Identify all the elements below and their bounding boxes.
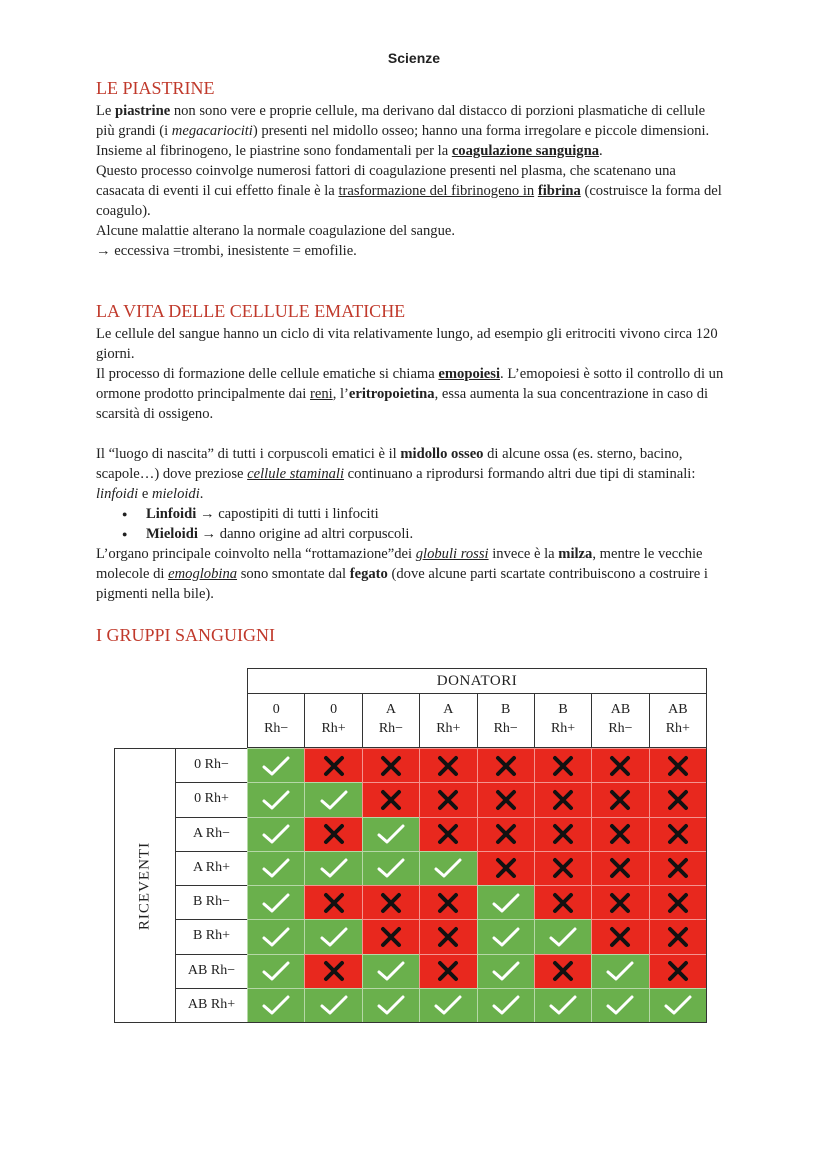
compatible-cell [304,919,361,953]
receiver-title: RICEVENTI [136,841,153,930]
section-piastrine [96,101,726,261]
donor-rh: Rh+ [321,721,346,736]
check-icon [376,959,406,983]
paragraph: L’organo principale coinvolto nella “rottamazione”dei globuli rossi invece è la milza, mentre le vecchie molecole di emoglobina sono smontate dal fegato (dove alcune parti scartate contribuiscono a costruire i pigmenti nella bile). [96,546,708,602]
incompatible-cell [534,954,591,988]
incompatible-cell [649,748,706,782]
section-title-piastrine: LE PIASTRINE [96,78,215,98]
paragraph: Le piastrine non sono vere e proprie cellule, ma derivano dal distacco di porzioni plasmatiche di cellule più grandi (i megacariociti) presenti nel midollo osseo; hanno una forma irregolare e piccole dimensioni. [96,103,710,139]
incompatible-cell [304,954,361,988]
cross-icon [319,822,349,846]
cross-icon [663,925,693,949]
paragraph: Questo processo coinvolge numerosi fattori di coagulazione presenti nel plasma, che scatenano una casacata di eventi il cui effetto finale è la trasformazione del fibrinogeno in fibrina (costruisce la forma del coagulo). [96,163,722,219]
incompatible-cell [304,885,361,919]
paragraph: Insieme al fibrinogeno, le piastrine sono fondamentali per la coagulazione sanguigna. [96,143,603,159]
donor-column-header [248,694,304,749]
cross-icon [433,788,463,812]
incompatible-cell [304,748,361,782]
donor-rh: Rh− [493,721,518,736]
compatible-cell [362,988,419,1022]
compatible-cell [362,954,419,988]
cross-icon [433,754,463,778]
cross-icon [319,891,349,915]
cross-icon [605,788,635,812]
compatible-cell [304,851,361,885]
compatible-cell [247,748,304,782]
receiver-row-header: AB Rh+ [176,988,247,1022]
donor-column-header [362,694,419,749]
check-icon [319,993,349,1017]
check-icon [663,993,693,1017]
donor-group: 0 [330,702,338,717]
cross-icon [605,754,635,778]
donor-group: AB [610,702,631,717]
compatible-cell [247,851,304,885]
check-icon [433,993,463,1017]
compatible-cell [477,954,534,988]
incompatible-cell [591,851,648,885]
cross-icon [491,856,521,880]
incompatible-cell [477,817,534,851]
cross-icon [663,959,693,983]
donor-group: AB [668,702,688,717]
incompatible-cell [419,885,476,919]
check-icon [319,856,349,880]
incompatible-cell [649,851,706,885]
cross-icon [491,754,521,778]
cross-icon [605,925,635,949]
check-icon [605,993,635,1017]
cross-icon [433,959,463,983]
receiver-row-header: 0 Rh− [194,757,229,772]
cross-icon [491,822,521,846]
incompatible-cell [362,919,419,953]
cross-icon [548,959,578,983]
cross-icon [605,856,635,880]
incompatible-cell [591,748,648,782]
cross-icon [605,891,635,915]
donor-group: B [558,702,568,717]
donor-column-header [591,694,648,749]
receiver-row-header: 0 Rh+ [176,782,247,816]
incompatible-cell [362,748,419,782]
cross-icon [319,754,349,778]
incompatible-cell [362,782,419,816]
paragraph: Il “luogo di nascita” di tutti i corpuscoli ematici è il midollo osseo di alcune ossa (es. sterno, bacino, scapole…) dove preziose cellule staminali continuano a riprodursi formando altri due tipi di staminali: linfoidi e mieloidi. [96,446,696,502]
check-icon [261,856,291,880]
donor-rh: Rh− [608,721,633,736]
receiver-row-header: B Rh− [176,885,247,919]
donor-rh: Rh− [378,721,404,736]
cross-icon [376,788,406,812]
cross-icon [605,822,635,846]
compatible-cell [419,988,476,1022]
paragraph: Le cellule del sangue hanno un ciclo di vita relativamente lungo, ad esempio gli eritrociti vivono circa 120 giorni. [96,326,718,362]
compatible-cell [591,954,648,988]
donor-column-header [649,694,706,749]
donor-title: DONATORI [248,669,706,694]
incompatible-cell [477,748,534,782]
donor-header [247,668,707,748]
compatible-cell [247,885,304,919]
receiver-title-cell [115,749,176,1022]
check-icon [261,959,291,983]
donor-column-header [419,694,476,749]
incompatible-cell [649,954,706,988]
cross-icon [491,788,521,812]
donor-column-header [304,694,361,749]
paragraph: Alcune malattie alterano la normale coagulazione del sangue. [96,223,456,239]
incompatible-cell [649,919,706,953]
cross-icon [376,925,406,949]
check-icon [376,856,406,880]
compatible-cell [362,817,419,851]
receiver-row-header: B Rh+ [176,919,247,953]
cross-icon [376,891,406,915]
compatible-cell [477,885,534,919]
list-item: ● Linfoidi → capostipiti di tutti i linfociti [146,504,726,524]
compatible-cell [247,954,304,988]
cross-icon [433,891,463,915]
check-icon [376,822,406,846]
compatible-cell [247,782,304,816]
paragraph: Il processo di formazione delle cellule ematiche si chiama emopoiesi. L’emopoiesi è sotto il controllo di un ormone prodotto principalmente dai reni, l’eritropoietina, essa aumenta la sua concentrazione in caso di scarsità di ossigeno. [96,366,724,422]
check-icon [491,891,521,915]
compatible-cell [247,817,304,851]
incompatible-cell [419,748,476,782]
donor-column-header [477,694,534,749]
incompatible-cell [591,782,648,816]
cross-icon [548,788,578,812]
check-icon [319,788,349,812]
check-icon [261,925,291,949]
incompatible-cell [419,954,476,988]
check-icon [605,959,635,983]
donor-column-header [534,694,591,749]
incompatible-cell [534,817,591,851]
check-icon [491,925,521,949]
incompatible-cell [649,817,706,851]
donor-group: B [501,702,511,717]
compatible-cell [477,988,534,1022]
compatibility-grid [247,748,707,1023]
check-icon [548,993,578,1017]
donor-columns [248,694,706,749]
check-icon [261,788,291,812]
incompatible-cell [649,782,706,816]
donor-rh: Rh+ [436,721,461,736]
incompatible-cell [419,817,476,851]
cross-icon [663,788,693,812]
cross-icon [663,891,693,915]
cross-icon [663,822,693,846]
cross-icon [548,856,578,880]
cross-icon [548,891,578,915]
section-title-cellule: LA VITA DELLE CELLULE EMATICHE [96,301,406,321]
compatible-cell [649,988,706,1022]
donor-group: A [385,702,396,717]
section-cellule [96,324,726,604]
compatible-cell [591,988,648,1022]
incompatible-cell [591,817,648,851]
donor-group: 0 [272,702,280,717]
section-title-gruppi: I GRUPPI SANGUIGNI [96,625,276,645]
compatible-cell [477,919,534,953]
donor-rh: Rh+ [550,721,576,736]
cross-icon [433,822,463,846]
check-icon [261,754,291,778]
bullet-list [96,504,726,544]
compatible-cell [419,851,476,885]
incompatible-cell [649,885,706,919]
check-icon [548,925,578,949]
check-icon [433,856,463,880]
incompatible-cell [304,817,361,851]
compatible-cell [304,988,361,1022]
check-icon [261,993,291,1017]
compatible-cell [247,919,304,953]
list-item: ● Mieloidi → danno origine ad altri corpuscoli. [146,524,726,544]
incompatible-cell [477,851,534,885]
incompatible-cell [534,782,591,816]
check-icon [261,822,291,846]
donor-group: A [443,702,454,717]
compatible-cell [247,988,304,1022]
cross-icon [319,959,349,983]
page-header: Scienze [387,50,441,66]
check-icon [491,959,521,983]
incompatible-cell [591,885,648,919]
incompatible-cell [362,885,419,919]
cross-icon [376,754,406,778]
cross-icon [663,754,693,778]
incompatible-cell [477,782,534,816]
receiver-rows [176,749,247,1022]
compatible-cell [362,851,419,885]
receiver-row-header: AB Rh− [176,954,247,988]
check-icon [376,993,406,1017]
check-icon [491,993,521,1017]
check-icon [261,891,291,915]
cross-icon [548,754,578,778]
donor-rh: Rh+ [665,721,690,736]
compatible-cell [534,919,591,953]
incompatible-cell [591,919,648,953]
incompatible-cell [534,885,591,919]
compatible-cell [534,988,591,1022]
compatible-cell [304,782,361,816]
incompatible-cell [534,748,591,782]
cross-icon [548,822,578,846]
receiver-row-header: A Rh+ [176,851,247,885]
receiver-row-header: A Rh− [176,817,247,851]
donor-rh: Rh− [264,721,289,736]
cross-icon [663,856,693,880]
paragraph: → eccessiva =trombi, inesistente = emofilie. [96,243,357,259]
cross-icon [433,925,463,949]
receiver-header [114,748,248,1023]
incompatible-cell [419,782,476,816]
check-icon [319,925,349,949]
incompatible-cell [534,851,591,885]
incompatible-cell [419,919,476,953]
